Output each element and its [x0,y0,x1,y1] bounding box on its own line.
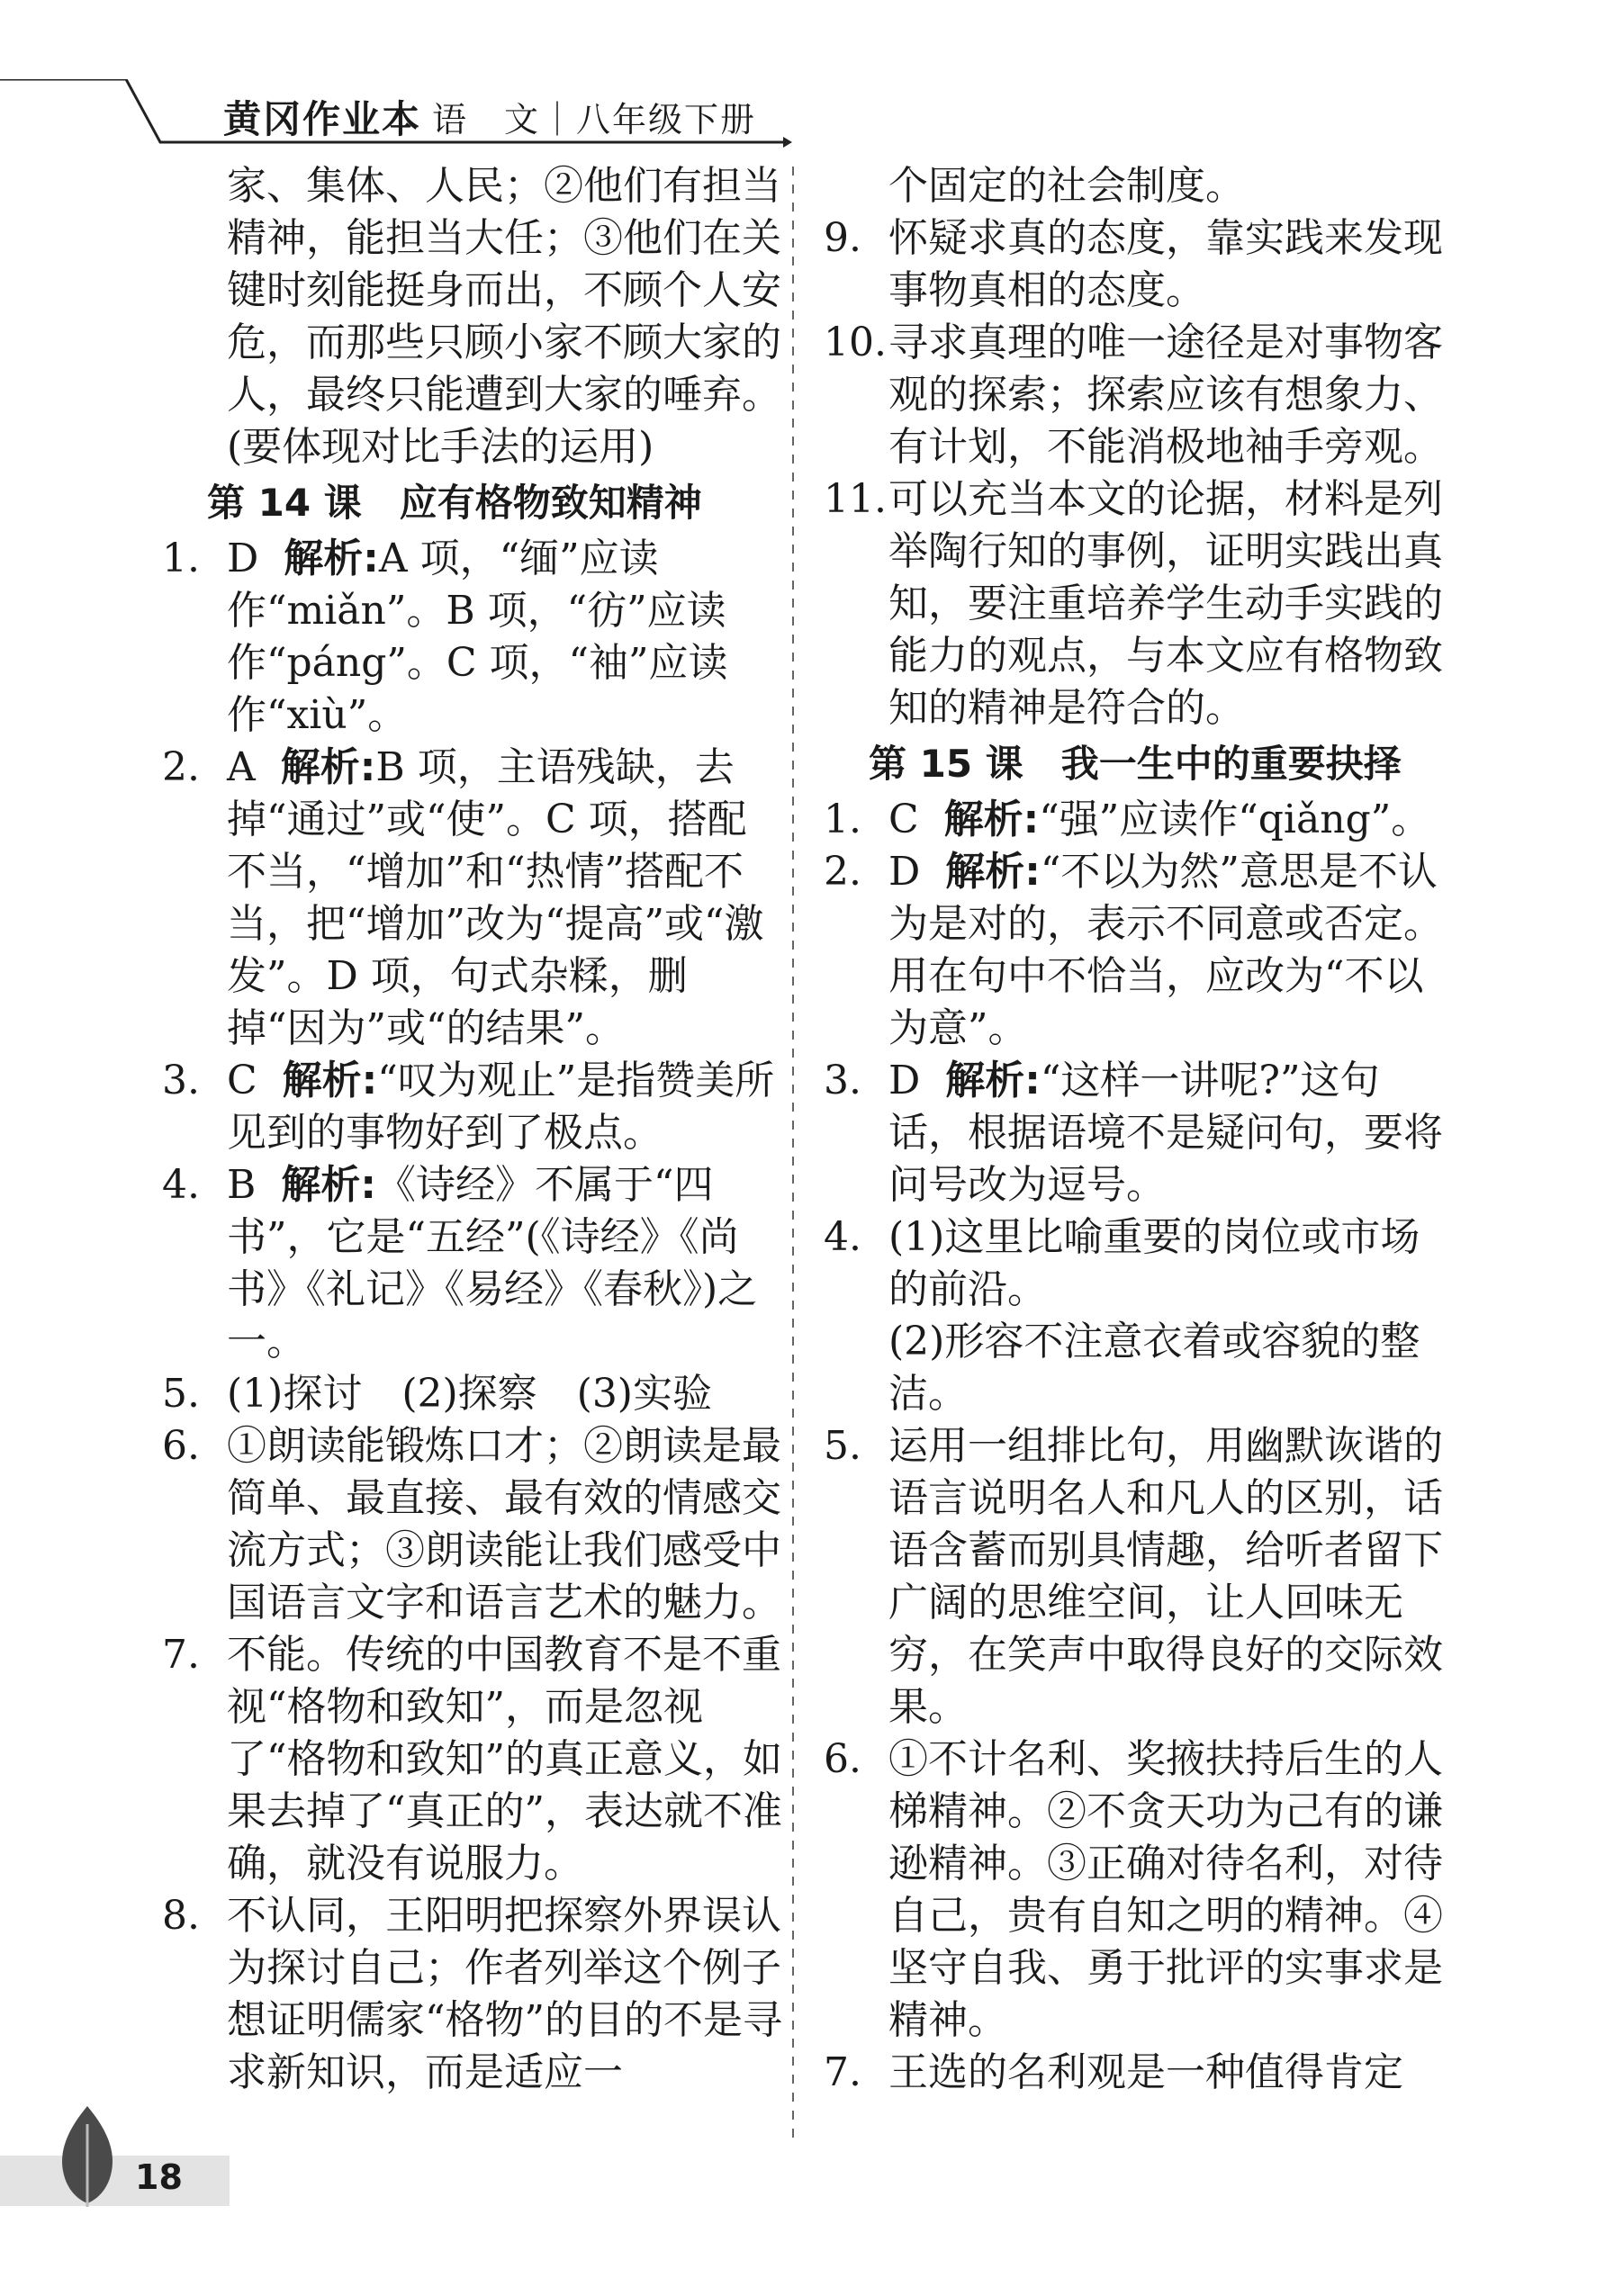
answer-subitem: (2)形容不注意衣着或容貌的整洁。 [888,1319,1420,1417]
answer-item: 2. D 解析:“不以为然”意思是不认为是对的，表示不同意或否定。用在句中不恰当，应改为“不以为意”。 [824,849,1443,1051]
page-number: 18 [135,2157,183,2197]
answer-item: 5. 运用一组排比句，用幽默诙谐的语言说明名人和凡人的区别，话语含蓄而别具情趣，给听者留下广阔的思维空间，让人回味无穷，在笑声中取得良好的交际效果。 [824,1423,1443,1730]
answer-item: 7. 王选的名利观是一种值得肯定 [824,2049,1403,2095]
answer-item: 6. ①朗读能锻炼口才；②朗读是最简单、最直接、最有效的情感交流方式；③朗读能让我们感受中国语言文字和语言艺术的魅力。 [162,1423,781,1625]
answer-item: 8. 不认同，王阳明把探察外界误认为探讨自己；作者列举这个例子想证明儒家“格物”的目的不是寻求新知识，而是适应一 [162,1893,782,2095]
answer-item: 5. (1)探讨 (2)探察 (3)实验 [162,1371,712,1417]
answer-item: 1. C 解析:“强”应读作“qiǎng”。 [824,797,1431,842]
book-brand: 黄冈作业本 [223,97,422,141]
answer-item: 6. ①不计名利、奖掖扶持后生的人梯精神。②不贪天功为己有的谦逊精神。③正确对待名利，对待自己，贵有自知之明的精神。④坚守自我、勇于批评的实事求是精神。 [824,1736,1443,2043]
answer-item: 9. 怀疑求真的态度，靠实践来发现事物真相的态度。 [824,215,1443,313]
answer-item: 10. 寻求真理的唯一途径是对事物客观的探索；探索应该有想象力、有计划，不能消极地袖手旁观。 [824,320,1443,470]
answer-item: 4. B 解析:《诗经》不属于“四书”，它是“五经”(《诗经》《尚书》《礼记》《易经》《春秋》)之一。 [162,1162,758,1364]
answer-item: 4. (1)这里比喻重要的岗位或市场的前沿。 [824,1214,1420,1312]
continuation-text: 家、集体、人民；②他们有担当精神，能担当大任；③他们在关键时刻能挺身而出，不顾个人安危，而那些只顾小家不顾大家的人，最终只能遭到大家的唾弃。(要体现对比手法的运用) [227,163,781,470]
right-column [824,160,1445,2099]
answer-item: 2. A 解析:B 项，主语残缺，去掉“通过”或“使”。C 项，搭配不当，“增加”和“热情”搭配不当，把“增加”改为“提高”或“激发”。D 项，句式杂糅，删掉“因为”或“的结果”。 [162,744,764,1051]
lesson-title: 第 15 课 我一生中的重要抉择 [869,742,1402,786]
answer-item: 3. D 解析:“这样一讲呢?”这句话，根据语境不是疑问句，要将问号改为逗号。 [824,1058,1443,1208]
lesson-title: 第 14 课 应有格物致知精神 [207,481,702,525]
answer-item: 3. C 解析:“叹为观止”是指赞美所见到的事物好到了极点。 [162,1058,775,1156]
leaf-icon [56,2106,119,2207]
column-divider [792,167,794,2138]
answer-item: 1. D 解析:A 项，“缅”应读作“miǎn”。B 项，“彷”应读作“páng”。C 项，“袖”应读作“xiù”。 [162,536,728,738]
subject-grade: 语 文｜八年级下册 [432,100,757,140]
answer-item: 11. 可以充当本文的论据，材料是列举陶行知的事例，证明实践出真知，要注重培养学生动手实践的能力的观点，与本文应有格物致知的精神是符合的。 [824,476,1443,731]
continuation-text: 个固定的社会制度。 [888,163,1245,209]
left-column [162,160,783,2099]
answer-item: 7. 不能。传统的中国教育不是不重视“格物和致知”，而是忽视了“格物和致知”的真正意义，如果去掉了“真正的”，表达就不准确，就没有说服力。 [162,1632,782,1886]
